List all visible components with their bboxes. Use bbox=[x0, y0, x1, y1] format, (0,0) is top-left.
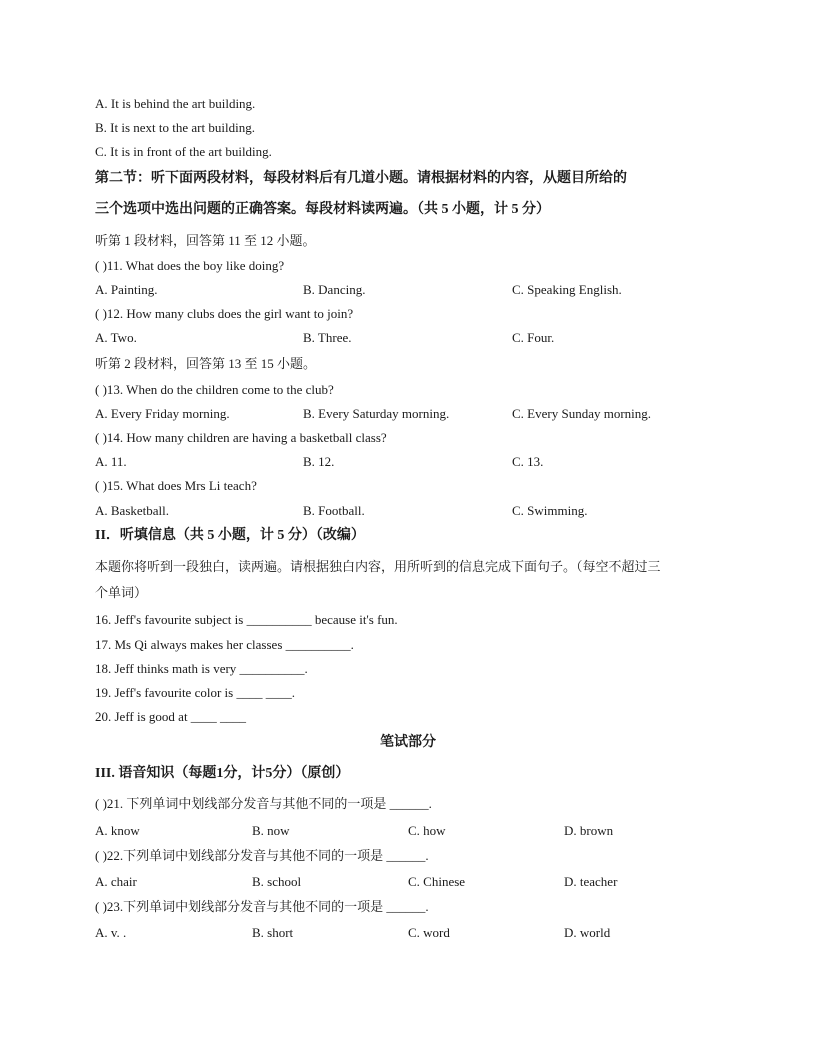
q10-option-b: B. It is next to the art building. bbox=[95, 120, 255, 135]
q14-option-a: A. 11. bbox=[95, 454, 127, 469]
q22-option-d: D. teacher bbox=[564, 874, 618, 889]
fill-item-16: 16. Jeff's favourite subject is __________ because it's fun. bbox=[95, 612, 398, 627]
q21-option-b: B. now bbox=[252, 823, 290, 838]
q11-option-b: B. Dancing. bbox=[303, 282, 366, 297]
q15-option-b: B. Football. bbox=[303, 503, 365, 518]
q22-option-a: A. chair bbox=[95, 874, 137, 889]
q12-option-b: B. Three. bbox=[303, 330, 352, 345]
q21-option-a: A. know bbox=[95, 823, 140, 838]
section2-heading-line2: 三个选项中选出问题的正确答案。每段材料读两遍。（共 5 小题，计 5 分） bbox=[95, 202, 550, 217]
material2-intro: 听第 2 段材料，回答第 13 至 15 小题。 bbox=[95, 356, 317, 371]
q14-option-c: C. 13. bbox=[512, 454, 544, 469]
q10-option-c: C. It is in front of the art building. bbox=[95, 144, 272, 159]
q11-option-c: C. Speaking English. bbox=[512, 282, 622, 297]
part2-instruction-line2: 个单词） bbox=[95, 585, 148, 600]
q21-option-d: D. brown bbox=[564, 823, 614, 838]
fill-item-18: 18. Jeff thinks math is very __________. bbox=[95, 661, 308, 676]
q15-option-c: C. Swimming. bbox=[512, 503, 588, 518]
question-12: ( )12. How many clubs does the girl want to join? bbox=[95, 306, 354, 321]
part3-heading: III. 语音知识（每题1分，计5分）（原创） bbox=[95, 766, 350, 781]
question-22: ( )22.下列单词中划线部分发音与其他不同的一项是 ______. bbox=[95, 848, 429, 863]
q14-option-b: B. 12. bbox=[303, 454, 335, 469]
q11-option-a: A. Painting. bbox=[95, 282, 158, 297]
q22-option-c: C. Chinese bbox=[408, 874, 466, 889]
question-14: ( )14. How many children are having a basketball class? bbox=[95, 430, 387, 445]
fill-item-17: 17. Ms Qi always makes her classes __________. bbox=[95, 637, 354, 652]
q21-option-c: C. how bbox=[408, 823, 446, 838]
q13-option-b: B. Every Saturday morning. bbox=[303, 406, 450, 421]
q23-option-c: C. word bbox=[408, 925, 450, 940]
question-13: ( )13. When do the children come to the club? bbox=[95, 382, 334, 397]
part2-instruction-line1: 本题你将听到一段独白，读两遍。请根据独白内容，用所听到的信息完成下面句子。（每空不超过三 bbox=[95, 559, 661, 574]
part2-heading: II．听填信息（共 5 小题，计 5 分）（改编） bbox=[95, 528, 365, 543]
question-11: ( )11. What does the boy like doing? bbox=[95, 258, 285, 273]
q13-option-c: C. Every Sunday morning. bbox=[512, 406, 652, 421]
question-23: ( )23.下列单词中划线部分发音与其他不同的一项是 ______. bbox=[95, 899, 429, 914]
fill-item-20: 20. Jeff is good at ____ ____ bbox=[95, 709, 247, 724]
q22-option-b: B. school bbox=[252, 874, 302, 889]
q10-option-a: A. It is behind the art building. bbox=[95, 96, 256, 111]
fill-item-19: 19. Jeff's favourite color is ____ ____. bbox=[95, 685, 295, 700]
material1-intro: 听第 1 段材料，回答第 11 至 12 小题。 bbox=[95, 233, 316, 248]
q13-option-a: A. Every Friday morning. bbox=[95, 406, 230, 421]
q12-option-a: A. Two. bbox=[95, 330, 137, 345]
q15-option-a: A. Basketball. bbox=[95, 503, 170, 518]
q12-option-c: C. Four. bbox=[512, 330, 555, 345]
question-15: ( )15. What does Mrs Li teach? bbox=[95, 478, 257, 493]
q23-option-a: A. v. . bbox=[95, 925, 127, 940]
q23-option-d: D. world bbox=[564, 925, 611, 940]
section2-heading-line1: 第二节：听下面两段材料，每段材料后有几道小题。请根据材料的内容，从题目所给的 bbox=[95, 171, 627, 186]
question-21: ( )21. 下列单词中划线部分发音与其他不同的一项是 ______. bbox=[95, 796, 432, 811]
q23-option-b: B. short bbox=[252, 925, 294, 940]
written-section-title: 笔试部分 bbox=[380, 735, 436, 750]
